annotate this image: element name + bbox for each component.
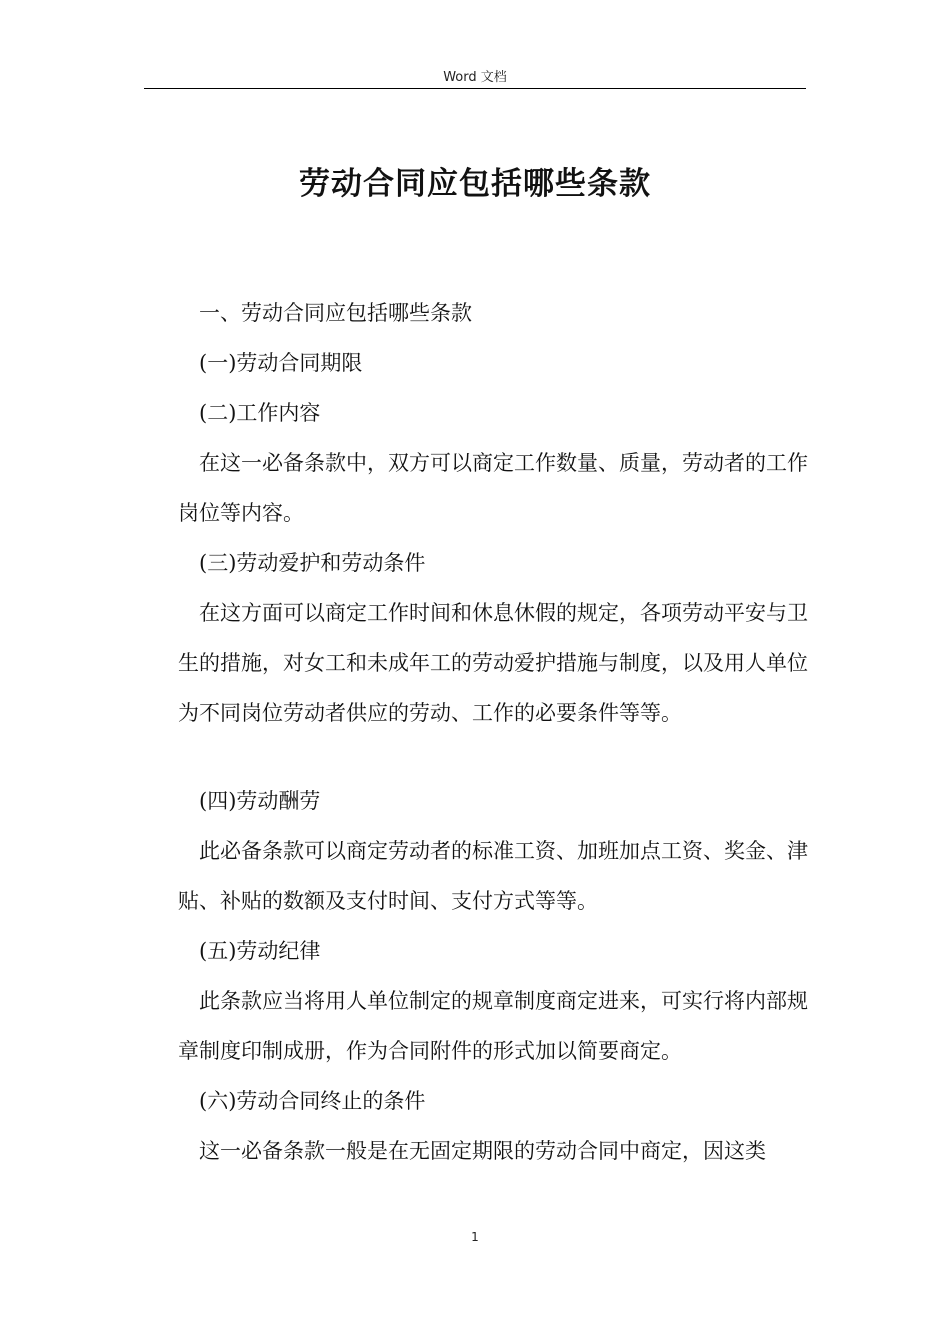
header-rule [144,88,806,89]
paragraph-subheading: (四)劳动酬劳 [199,789,321,813]
paragraph-subheading: (一)劳动合同期限 [199,351,363,375]
document-title: 劳动合同应包括哪些条款 [299,166,651,202]
paragraph-text: 这一必备条款一般是在无固定期限的劳动合同中商定，因这类 [199,1139,766,1163]
document-body [178,288,814,1176]
paragraph-text: 此必备条款可以商定劳动者的标准工资、加班加点工资、奖金、津贴、补贴的数额及支付时间、支付方式等等。 [178,839,808,913]
paragraph-gap [178,738,814,776]
paragraph-text: 此条款应当将用人单位制定的规章制度商定进来，可实行将内部规章制度印制成册，作为合同附件的形式加以简要商定。 [178,989,808,1063]
page-number: 1 [471,1230,479,1244]
paragraph-subheading: (三)劳动爱护和劳动条件 [199,551,426,575]
paragraph-heading: 一、劳动合同应包括哪些条款 [199,301,472,325]
paragraph-text: 在这一必备条款中，双方可以商定工作数量、质量，劳动者的工作岗位等内容。 [178,451,808,525]
paragraph-subheading: (六)劳动合同终止的条件 [199,1089,426,1113]
paragraph-text: 在这方面可以商定工作时间和休息休假的规定，各项劳动平安与卫生的措施，对女工和未成年工的劳动爱护措施与制度，以及用人单位为不同岗位劳动者供应的劳动、工作的必要条件等等。 [178,601,808,725]
paragraph-subheading: (五)劳动纪律 [199,939,321,963]
page-header: Word 文档 [443,70,507,85]
paragraph-subheading: (二)工作内容 [199,401,321,425]
